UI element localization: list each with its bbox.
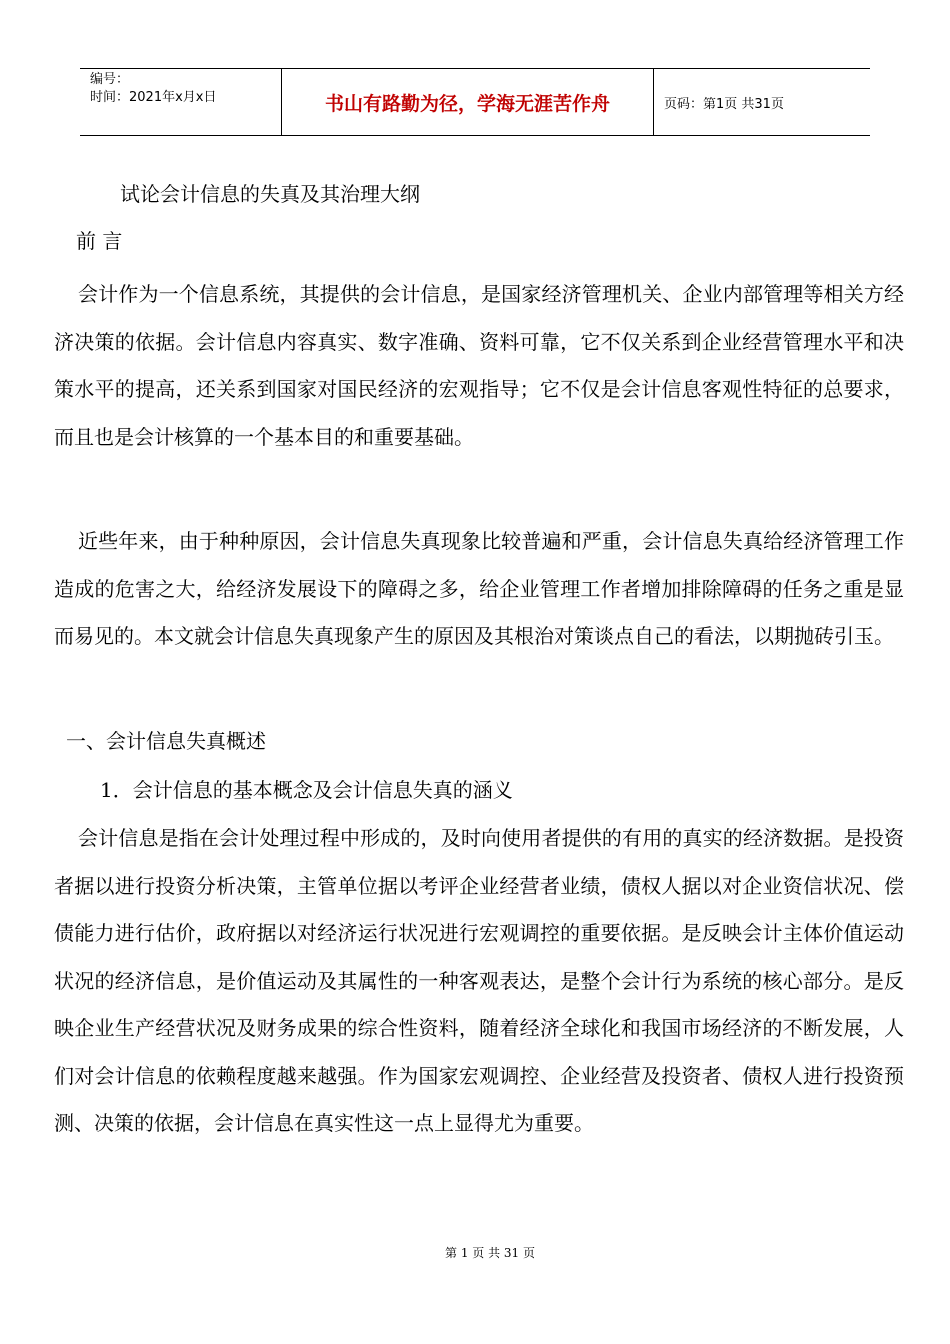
page-footer: 第 1 页 共 31 页 bbox=[445, 1246, 535, 1260]
number-label: 编号： bbox=[90, 72, 130, 87]
paragraph-1: 会计作为一个信息系统，其提供的会计信息，是国家经济管理机关、企业内部管理等相关方经济决策的依据。会计信息内容真实、数字准确、资料可靠，它不仅关系到企业经营管理水平和决策水平的提高，还关系到国家对国民经济的宏观指导；它不仅是会计信息客观性特征的总要求，而且也是会计核算的一个基本目的和重要基础。 bbox=[54, 282, 904, 449]
date-label: 时间：2021年x月x日 bbox=[90, 90, 217, 105]
paragraph-2: 近些年来，由于种种原因，会计信息失真现象比较普遍和严重，会计信息失真给经济管理工作造成的危害之大，给经济发展设下的障碍之多，给企业管理工作者增加排除障碍的任务之重是显而易见的。本文就会计信息失真现象产生的原因及其根治对策谈点自己的看法，以期抛砖引玉。 bbox=[54, 529, 904, 648]
paragraph-3: 会计信息是指在会计处理过程中形成的，及时向使用者提供的有用的真实的经济数据。是投资者据以进行投资分析决策，主管单位据以考评企业经营者业绩，债权人据以对企业资信状况、偿债能力进行估价，政府据以对经济运行状况进行宏观调控的重要依据。是反映会计主体价值运动状况的经济信息，是价值运动及其属性的一种客观表达，是整个会计行为系统的核心部分。是反映企业生产经营状况及财务成果的综合性资料，随着经济全球化和我国市场经济的不断发展，人们对会计信息的依赖程度越来越强。作为国家宏观调控、企业经营及投资者、债权人进行投资预测、决策的依据，会计信息在真实性这一点上显得尤为重要。 bbox=[54, 826, 904, 1135]
document-title: 试论会计信息的失真及其治理大纲 bbox=[120, 182, 420, 206]
header-meta bbox=[80, 69, 282, 135]
header-page-info: 页码：第1页 共31页 bbox=[664, 96, 784, 112]
document-header bbox=[80, 68, 870, 136]
preface-heading: 前 言 bbox=[76, 229, 123, 253]
subsection-1-heading: 1．会计信息的基本概念及会计信息失真的涵义 bbox=[100, 778, 513, 802]
section-1-heading: 一、会计信息失真概述 bbox=[66, 729, 266, 753]
header-motto: 书山有路勤为径，学海无涯苦作舟 bbox=[282, 69, 654, 135]
